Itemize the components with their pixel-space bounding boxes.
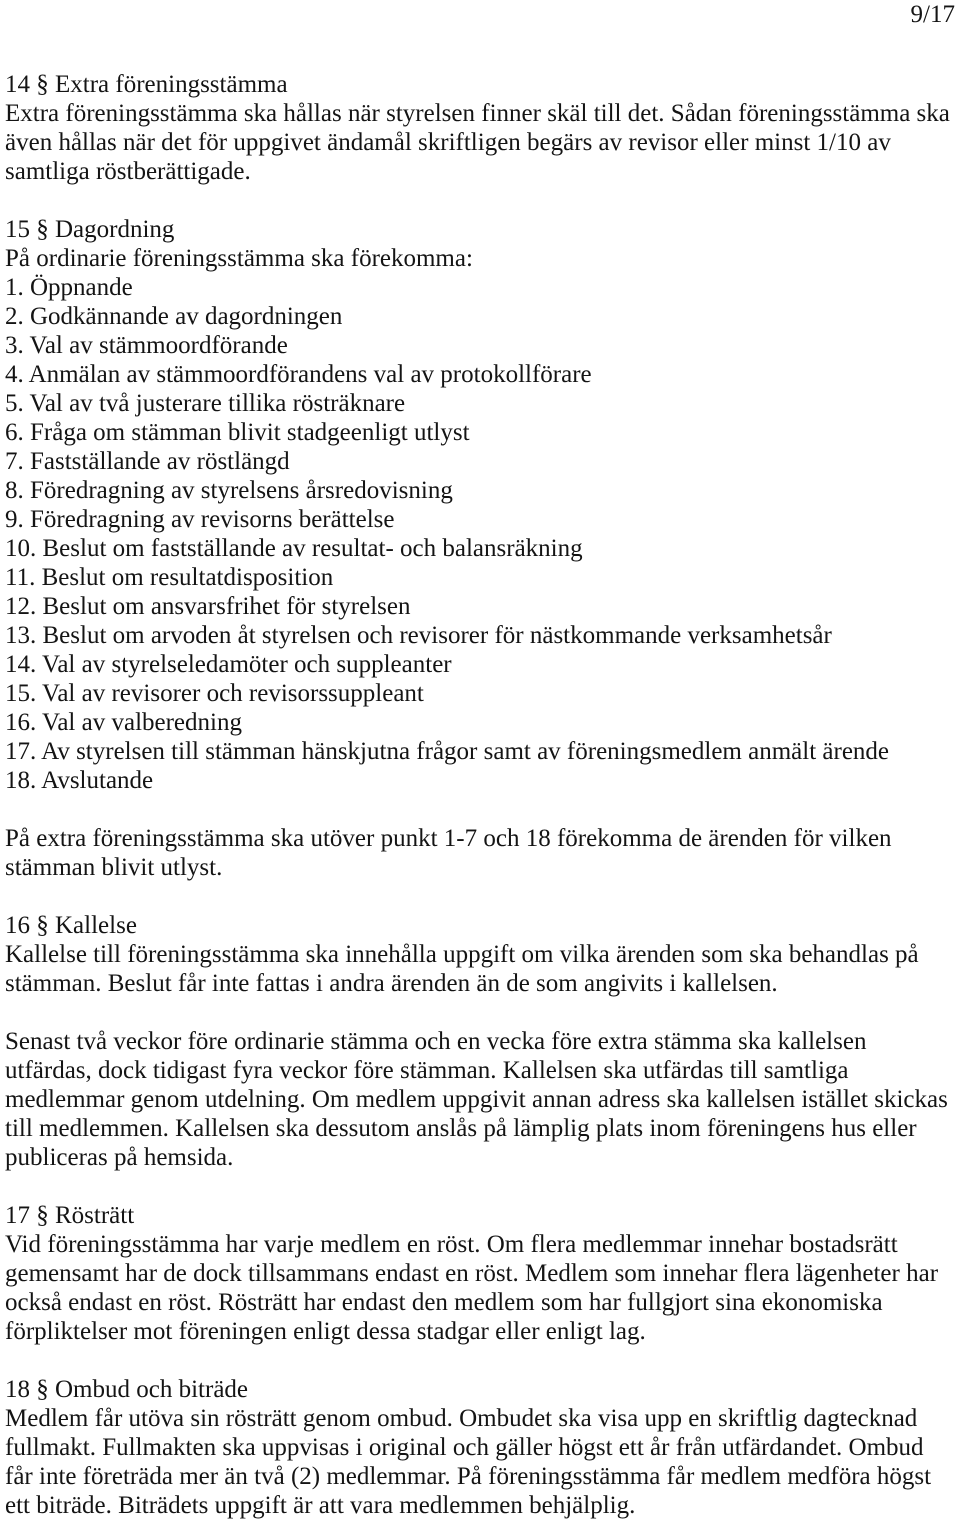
agenda-item: 4. Anmälan av stämmoordförandens val av protokollförare [5,361,592,388]
agenda-item: 16. Val av valberedning [5,709,242,736]
text-line: ett biträde. Biträdets uppgift är att vara medlemmen behjälplig. [5,1492,636,1519]
text-line: stämman blivit utlyst. [5,854,223,881]
paragraph [5,1027,960,1172]
agenda-item: 6. Fråga om stämman blivit stadgeenligt utlyst [5,419,470,446]
section-16-kallelse [5,911,960,1172]
agenda-item: 1. Öppnande [5,274,133,301]
section-heading: 14 § Extra föreningsstämma [5,71,288,98]
agenda-item: 3. Val av stämmoordförande [5,332,288,359]
agenda-list [5,273,960,795]
agenda-item: 7. Fastställande av röstlängd [5,448,290,475]
section-heading: 18 § Ombud och biträde [5,1376,249,1403]
section-17-rostratt [5,1201,960,1346]
section-heading: 16 § Kallelse [5,912,137,939]
text-line: medlemmar genom utdelning. Om medlem uppgivit annan adress ska kallelsen istället skickas [5,1086,948,1113]
text-line: Vid föreningsstämma har varje medlem en röst. Om flera medlemmar innehar bostadsrätt [5,1231,898,1258]
text-line: gemensamt har de dock tillsammans endast en röst. Medlem som innehar flera lägenheter har [5,1260,939,1287]
text-line: publiceras på hemsida. [5,1144,234,1171]
section-18-ombud-och-bitrade [5,1375,960,1520]
text-line: också endast en röst. Rösträtt har endast den medlem som har fullgjort sina ekonomiska [5,1289,883,1316]
paragraph [5,1404,960,1520]
paragraph [5,99,960,186]
agenda-item: 10. Beslut om fastställande av resultat- och balansräkning [5,535,583,562]
text-line: utfärdas, dock tidigast fyra veckor före stämman. Kallelsen ska utfärdas till samtliga [5,1057,849,1084]
text-line: till medlemmen. Kallelsen ska dessutom anslås på lämplig plats inom föreningens hus eller [5,1115,917,1142]
text-line: På extra föreningsstämma ska utöver punkt 1-7 och 18 förekomma de ärenden för vilken [5,825,892,852]
text-line: fullmakt. Fullmakten ska uppvisas i original och gäller högst ett år från utfärdandet. Ombud [5,1434,924,1461]
section-14-extra-foreningsstamma [5,70,960,186]
section-15-dagordning [5,215,960,882]
text-line: stämman. Beslut får inte fattas i andra ärenden än de som angivits i kallelsen. [5,970,778,997]
text-line: Extra föreningsstämma ska hållas när styrelsen finner skäl till det. Sådan föreningsstämma ska [5,100,950,127]
agenda-item: 5. Val av två justerare tillika rösträknare [5,390,406,417]
agenda-item: 18. Avslutande [5,767,154,794]
agenda-item: 14. Val av styrelseledamöter och suppleanter [5,651,452,678]
text-line: även hållas när det för uppgivet ändamål skriftligen begärs av revisor eller minst 1/10 av [5,129,891,156]
agenda-intro: På ordinarie föreningsstämma ska förekomma: [5,245,473,272]
section-heading: 17 § Rösträtt [5,1202,135,1229]
agenda-item: 13. Beslut om arvoden åt styrelsen och revisorer för nästkommande verksamhetsår [5,622,832,649]
document-body [5,70,960,1520]
paragraph [5,824,960,882]
paragraph [5,1230,960,1346]
agenda-item: 15. Val av revisorer och revisorssuppleant [5,680,424,707]
text-line: Medlem får utöva sin rösträtt genom ombud. Ombudet ska visa upp en skriftlig dagtecknad [5,1405,918,1432]
page-number: 9/17 [910,1,955,28]
text-line: får inte företräda mer än två (2) medlemmar. På föreningsstämma får medlem medföra högst [5,1463,932,1490]
text-line: samtliga röstberättigade. [5,158,251,185]
text-line: förpliktelser mot föreningen enligt dessa stadgar eller enligt lag. [5,1318,646,1345]
section-heading: 15 § Dagordning [5,216,175,243]
agenda-item: 2. Godkännande av dagordningen [5,303,343,330]
agenda-item: 8. Föredragning av styrelsens årsredovisning [5,477,453,504]
agenda-item: 12. Beslut om ansvarsfrihet för styrelsen [5,593,411,620]
paragraph [5,940,960,998]
agenda-item: 11. Beslut om resultatdisposition [5,564,334,591]
agenda-item: 9. Föredragning av revisorns berättelse [5,506,395,533]
agenda-item: 17. Av styrelsen till stämman hänskjutna frågor samt av föreningsmedlem anmält ärende [5,738,890,765]
text-line: Kallelse till föreningsstämma ska innehålla uppgift om vilka ärenden som ska behandlas på [5,941,919,968]
text-line: Senast två veckor före ordinarie stämma och en vecka före extra stämma ska kallelsen [5,1028,867,1055]
